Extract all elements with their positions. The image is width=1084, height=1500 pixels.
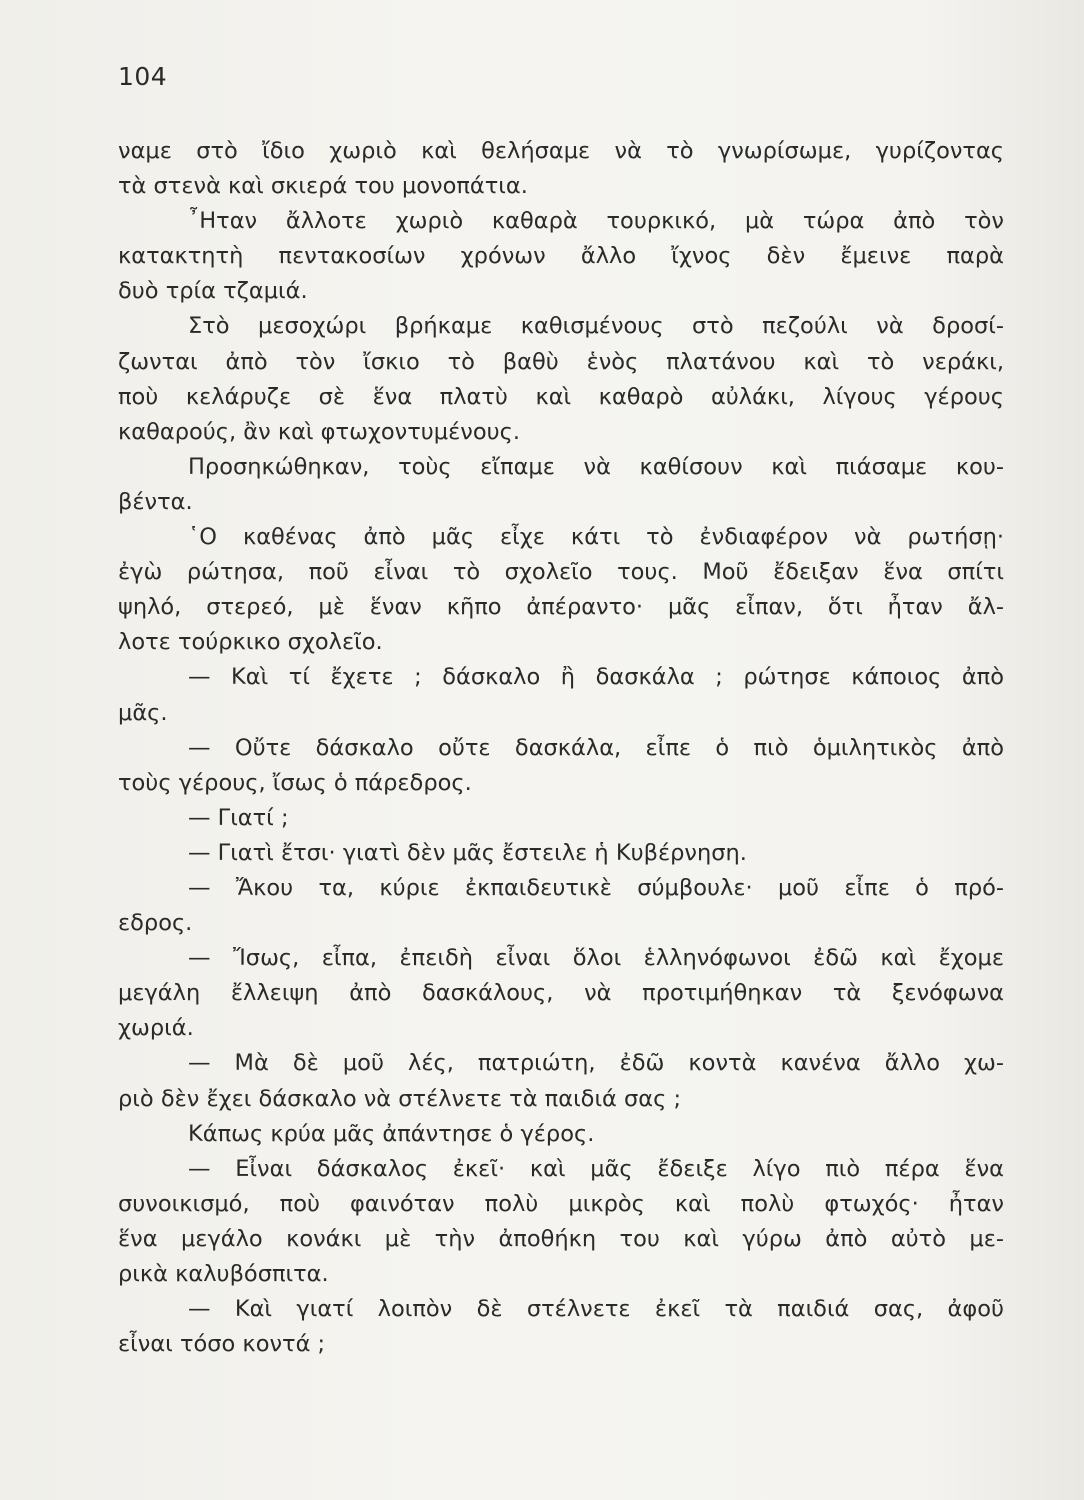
text-line: — Καὶ γιατί λοιπὸν δὲ στέλνετε ἐκεῖ τὰ παιδιά σας, ἀφοῦ xyxy=(188,1296,1004,1323)
text-line: βέντα. xyxy=(118,488,193,515)
text-line: — Ἴσως, εἶπα, ἐπειδὴ εἶναι ὅλοι ἑλληνόφωνοι ἐδῶ καὶ ἔχομε xyxy=(188,945,1004,972)
text-line: ἐγὼ ρώτησα, ποῦ εἶναι τὸ σχολεῖο τους. Μοῦ ἔδειξαν ἕνα σπίτι xyxy=(118,559,1004,586)
text-line: λοτε τούρκικο σχολεῖο. xyxy=(118,629,383,656)
text-line: — Γιατὶ ἔτσι· γιατὶ δὲν μᾶς ἔστειλε ἡ Κυβέρνηση. xyxy=(188,839,747,866)
text-line: ἕνα μεγάλο κονάκι μὲ τὴν ἀποθήκη του καὶ γύρω ἀπὸ αὐτὸ με- xyxy=(118,1225,1004,1252)
text-line: ῏Ηταν ἄλλοτε χωριὸ καθαρὰ τουρκικό, μὰ τώρα ἀπὸ τὸν xyxy=(188,208,1004,235)
text-line: — Μὰ δὲ μοῦ λές, πατριώτη, ἐδῶ κοντὰ κανένα ἄλλο χω- xyxy=(188,1050,1004,1077)
text-line: συνοικισμό, ποὺ φαινόταν πολὺ μικρὸς καὶ πολὺ φτωχός· ἦταν xyxy=(118,1190,1004,1217)
text-line: ρικὰ καλυβόσπιτα. xyxy=(118,1261,329,1287)
text-line: ναμε στὸ ἴδιο χωριὸ καὶ θελήσαμε νὰ τὸ γνωρίσωμε, γυρίζοντας xyxy=(118,138,1004,164)
text-line: καθαρούς, ἂν καὶ φτωχοντυμένους. xyxy=(118,418,520,445)
text-line: ζωνται ἀπὸ τὸν ἴσκιο τὸ βαθὺ ἑνὸς πλατάνου καὶ τὸ νεράκι, xyxy=(118,348,1004,375)
text-line: ψηλό, στερεό, μὲ ἕναν κῆπο ἀπέραντο· μᾶς εἶπαν, ὅτι ἦταν ἄλ- xyxy=(118,594,1004,621)
text-line: εδρος. xyxy=(118,910,193,937)
page-number: 104 xyxy=(118,62,168,91)
text-line: Κάπως κρύα μᾶς ἀπάντησε ὁ γέρος. xyxy=(188,1120,595,1147)
text-line: εἶναι τόσο κοντά ; xyxy=(118,1331,326,1358)
text-line: Στὸ μεσοχώρι βρήκαμε καθισμένους στὸ πεζούλι νὰ δροσί- xyxy=(188,313,1004,340)
text-line: τοὺς γέρους, ἴσως ὁ πάρεδρος. xyxy=(118,769,472,796)
body-text xyxy=(118,134,1004,1362)
text-line: — Γιατί ; xyxy=(188,804,289,831)
text-line: μεγάλη ἔλλειψη ἀπὸ δασκάλους, νὰ προτιμήθηκαν τὰ ξενόφωνα xyxy=(118,980,1004,1007)
text-line: — Εἶναι δάσκαλος ἐκεῖ· καὶ μᾶς ἔδειξε λίγο πιὸ πέρα ἕνα xyxy=(188,1155,1004,1182)
text-line: Προσηκώθηκαν, τοὺς εἴπαμε νὰ καθίσουν καὶ πιάσαμε κου- xyxy=(188,453,1004,480)
text-line: κατακτητὴ πεντακοσίων χρόνων ἄλλο ἴχνος δὲν ἔμεινε παρὰ xyxy=(118,243,1004,270)
text-line: — Καὶ τί ἔχετε ; δάσκαλο ἢ δασκάλα ; ρώτησε κάποιος ἀπὸ xyxy=(188,664,1004,691)
text-line: ριὸ δὲν ἔχει δάσκαλο νὰ στέλνετε τὰ παιδιά σας ; xyxy=(118,1085,682,1112)
text-line: ποὺ κελάρυζε σὲ ἕνα πλατὺ καὶ καθαρὸ αὐλάκι, λίγους γέρους xyxy=(118,383,1004,410)
text-line: μᾶς. xyxy=(118,699,168,726)
text-line: δυὸ τρία τζαμιά. xyxy=(118,278,308,305)
text-line: — Ἄκου τα, κύριε ἐκπαιδευτικὲ σύμβουλε· μοῦ εἶπε ὁ πρό- xyxy=(188,874,1004,901)
text-line: — Οὔτε δάσκαλο οὔτε δασκάλα, εἶπε ὁ πιὸ ὁμιλητικὸς ἀπὸ xyxy=(188,734,1004,761)
text-line: τὰ στενὰ καὶ σκιερά του μονοπάτια. xyxy=(118,173,528,200)
text-line: ῾Ο καθένας ἀπὸ μᾶς εἶχε κάτι τὸ ἐνδιαφέρον νὰ ρωτήσῃ· xyxy=(188,524,1004,551)
text-line: χωριά. xyxy=(118,1015,194,1042)
